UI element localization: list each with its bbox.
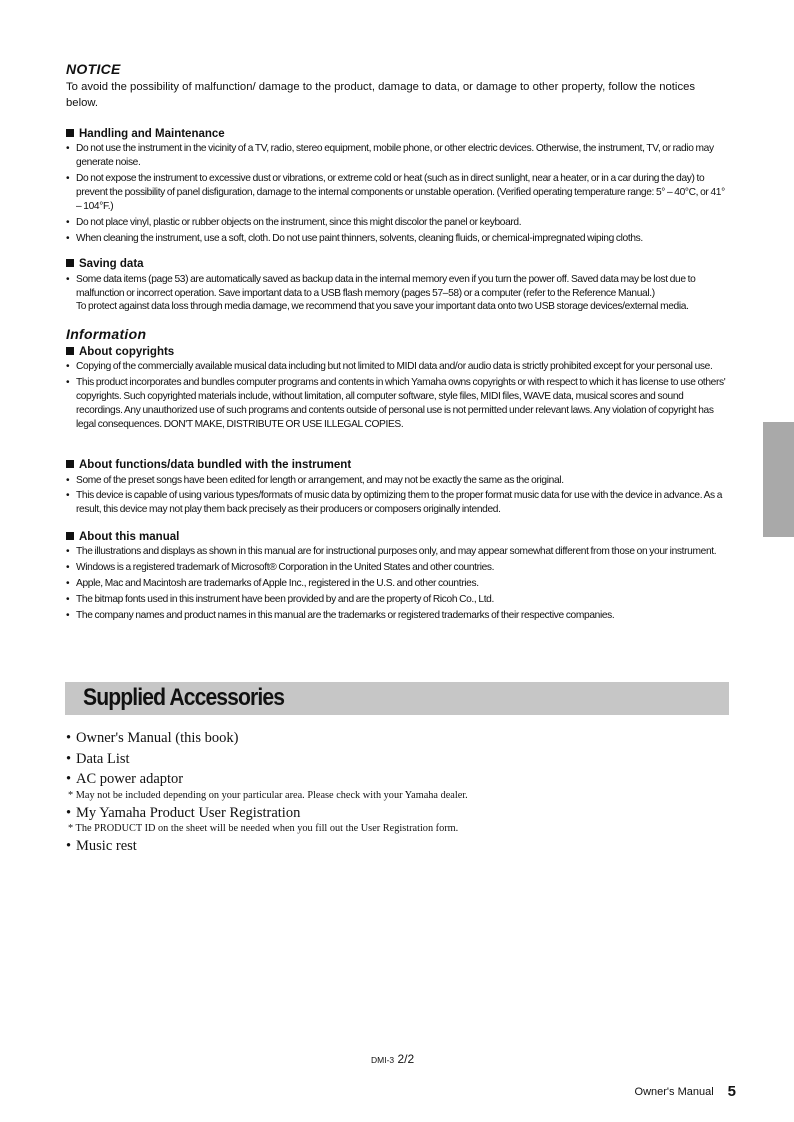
- manual-heading-text: About this manual: [79, 531, 180, 543]
- copyrights-list: [66, 360, 730, 432]
- page-number: 5: [727, 1083, 736, 1100]
- handling-list: [66, 142, 730, 246]
- square-bullet-icon: [66, 259, 74, 267]
- accessory-note: * The PRODUCT ID on the sheet will be needed when you fill out the User Registration form.: [68, 823, 459, 834]
- copyrights-heading: [66, 345, 174, 359]
- list-item: • Apple, Mac and Macintosh are trademarks of Apple Inc., registered in the U.S. and other countries.: [66, 577, 730, 591]
- list-item: • Data List: [66, 749, 726, 770]
- handling-heading: [66, 127, 225, 141]
- copyrights-heading-text: About copyrights: [79, 346, 175, 358]
- list-item: • My Yamaha Product User Registration: [66, 803, 726, 824]
- list-item: • When cleaning the instrument, use a soft, cloth. Do not use paint thinners, solvents, cleaning fluids, or chemical-impregnated wiping cloths.: [66, 232, 730, 246]
- list-item: • Windows is a registered trademark of Microsoft® Corporation in the United States and other countries.: [66, 561, 730, 575]
- side-tab-marker: [763, 422, 794, 537]
- notice-intro: To avoid the possibility of malfunction/ damage to the product, damage to data, or damage to other property, follow the notices below.: [66, 81, 696, 109]
- square-bullet-icon: [66, 347, 74, 355]
- saving-list: [66, 273, 730, 301]
- functions-list: [66, 474, 730, 517]
- page-footer: [635, 1083, 736, 1100]
- dmi-suffix: 2/2: [397, 1052, 415, 1066]
- list-item: • AC power adaptor: [66, 769, 726, 790]
- handling-heading-text: Handling and Maintenance: [79, 128, 225, 140]
- dmi-code: [371, 1052, 414, 1066]
- list-item: • Owner's Manual (this book): [66, 728, 726, 749]
- footer-label: Owner's Manual: [634, 1086, 714, 1098]
- manual-list: [66, 545, 730, 623]
- functions-heading: [66, 458, 351, 472]
- list-item: • Music rest: [66, 836, 726, 857]
- square-bullet-icon: [66, 460, 74, 468]
- list-item: • The bitmap fonts used in this instrument have been provided by and are the property of Ricoh Co., Ltd.: [66, 593, 730, 607]
- list-item: • Copying of the commercially available musical data including but not limited to MIDI data and/or audio data is strictly prohibited except for your personal use.: [66, 360, 730, 374]
- notice-title: NOTICE: [66, 61, 121, 77]
- accessories-title: Supplied Accessories: [83, 684, 285, 711]
- list-item: • Do not use the instrument in the vicinity of a TV, radio, stereo equipment, mobile phone, or other electric devices. Otherwise, the instrument, TV, or radio may generate noise.: [66, 142, 730, 170]
- accessories-list: [66, 728, 726, 857]
- dmi-prefix: DMI-3: [371, 1055, 395, 1065]
- saving-heading-text: Saving data: [79, 258, 144, 270]
- list-item: • Some data items (page 53) are automatically saved as backup data in the internal memory even if you turn the power off. Saved data may be lost due to malfunction or incorrect operation. Save important data to a USB flash memory (pages 57–58) or a computer (refer to the Reference Manual.): [66, 273, 730, 301]
- list-item: • Do not expose the instrument to excessive dust or vibrations, or extreme cold or heat (such as in direct sunlight, near a heater, or in a car during the day) to prevent the possibility of panel disfiguration, damage to the internal components or unstable operation. (Verified operating temperature range: 5° – 40°C, or 41° – 104°F.): [66, 172, 730, 214]
- information-title: Information: [66, 326, 147, 342]
- list-item: • This product incorporates and bundles computer programs and contents in which Yamaha owns copyrights or with respect to which it has license to use others' copyrights. Such copyrighted materials include, without limitation, all computer software, style files, MIDI files, WAVE data, musical scores and sound recordings. Any unauthorized use of such programs and contents outside of personal use is not permitted under relevant laws. Any violation of copyright has legal consequences. DON'T MAKE, DISTRIBUTE OR USE ILLEGAL COPIES.: [66, 376, 730, 432]
- saving-heading: [66, 257, 144, 271]
- square-bullet-icon: [66, 129, 74, 137]
- list-item: • Some of the preset songs have been edited for length or arrangement, and may not be exactly the same as the original.: [66, 474, 730, 488]
- accessory-note: * May not be included depending on your particular area. Please check with your Yamaha dealer.: [68, 789, 468, 801]
- saving-extra: To protect against data loss through media damage, we recommend that you save your important data onto two USB storage devices/external media.: [76, 301, 689, 312]
- functions-heading-text: About functions/data bundled with the instrument: [79, 459, 352, 471]
- square-bullet-icon: [66, 532, 74, 540]
- accessories-header-bar: [65, 682, 729, 715]
- list-item: • The illustrations and displays as shown in this manual are for instructional purposes only, and may appear somewhat different from those on your instrument.: [66, 545, 730, 559]
- manual-heading: [66, 530, 179, 544]
- list-item: • This device is capable of using various types/formats of music data by optimizing them to the proper format music data for use with the device in advance. As a result, this device may not play them back precisely as their producers or composers originally intended.: [66, 489, 730, 517]
- list-item: • Do not place vinyl, plastic or rubber objects on the instrument, since this might discolor the panel or keyboard.: [66, 216, 730, 230]
- list-item: • The company names and product names in this manual are the trademarks or registered trademarks of their respective companies.: [66, 609, 730, 623]
